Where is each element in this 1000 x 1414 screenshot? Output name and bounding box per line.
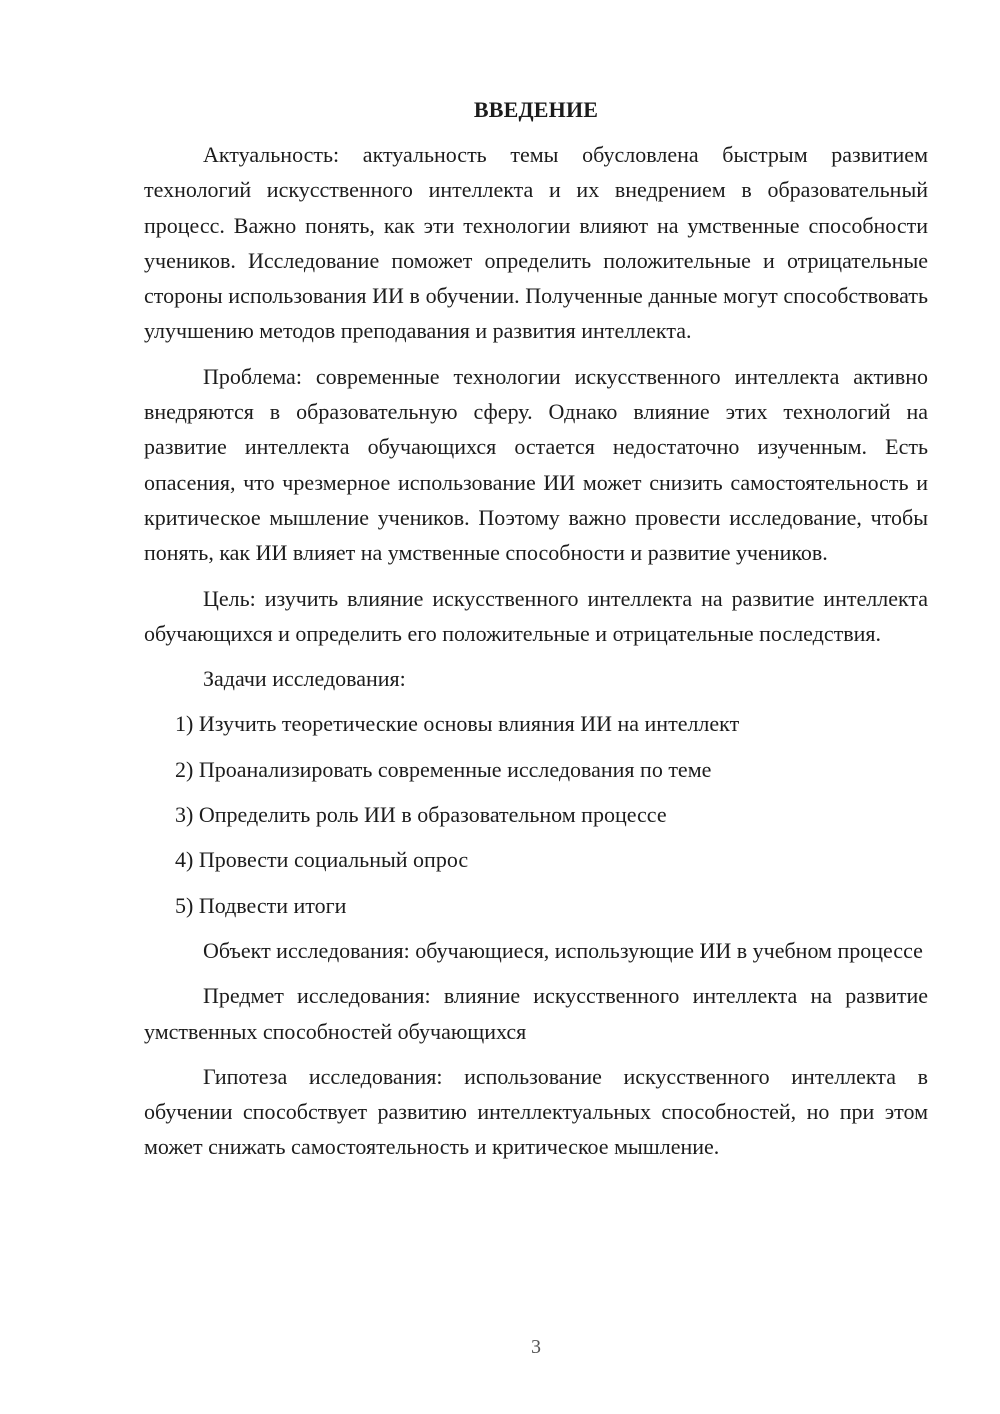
object-paragraph: Объект исследования: обучающиеся, использующие ИИ в учебном процессе xyxy=(203,937,923,963)
tasks-heading: Задачи исследования: xyxy=(203,666,406,692)
goal-paragraph: Цель: изучить влияние искусственного интеллекта на развитие интеллекта обучающихся и определить его положительные и отрицательные последствия. xyxy=(144,585,928,646)
tasks-list xyxy=(144,706,928,922)
section-title: ВВЕДЕНИЕ xyxy=(473,97,599,122)
subject-paragraph: Предмет исследования: влияние искусственного интеллекта на развитие умственных способностей обучающихся xyxy=(144,983,928,1044)
page-content xyxy=(144,92,928,1175)
task-item: 2) Проанализировать современные исследования по теме xyxy=(175,756,712,782)
task-item: 3) Определить роль ИИ в образовательном процессе xyxy=(175,802,667,828)
task-item: 4) Провести социальный опрос xyxy=(175,847,469,873)
problem-paragraph: Проблема: современные технологии искусственного интеллекта активно внедряются в образовательную сферу. Однако влияние этих технологий на развитие интеллекта обучающихся остается недостаточно изученным. Есть опасения, что чрезмерное использование ИИ может снизить самостоятельность и критическое мышление учеников. Поэтому важно провести исследование, чтобы понять, как ИИ влияет на умственные способности и развитие учеников. xyxy=(144,363,928,566)
page-number: 3 xyxy=(531,1336,541,1358)
relevance-paragraph: Актуальность: актуальность темы обусловлена быстрым развитием технологий искусственного интеллекта и их внедрением в образовательный процесс. Важно понять, как эти технологии влияют на умственные способности учеников. Исследование поможет определить положительные и отрицательные стороны использования ИИ в обучении. Полученные данные могут способствовать улучшению методов преподавания и развития интеллекта. xyxy=(144,142,928,344)
task-item: 1) Изучить теоретические основы влияния ИИ на интеллект xyxy=(175,711,740,737)
hypothesis-paragraph: Гипотеза исследования: использование искусственного интеллекта в обучении способствует развитию интеллектуальных способностей, но при этом может снижать самостоятельность и критическое мышление. xyxy=(144,1063,928,1160)
task-item: 5) Подвести итоги xyxy=(175,892,347,918)
